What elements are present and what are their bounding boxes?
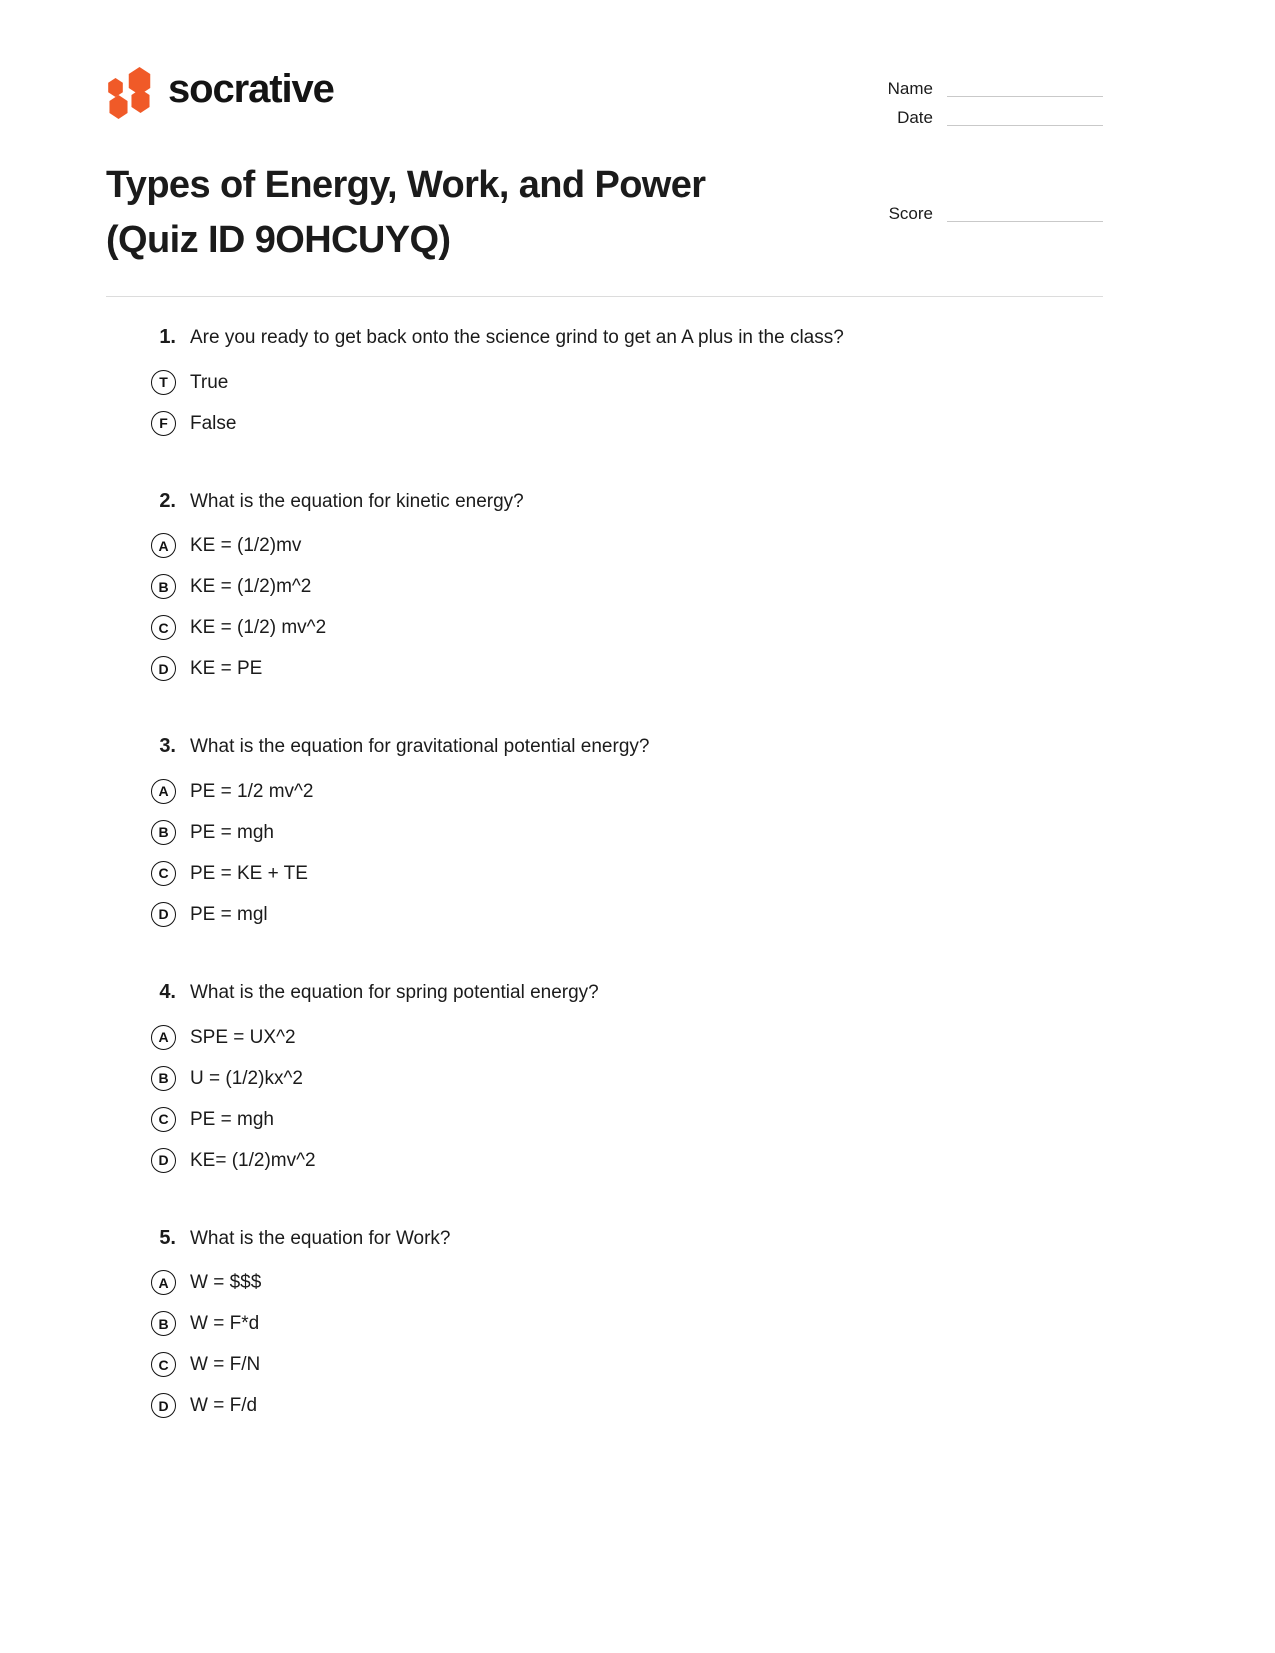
score-field-line[interactable] — [947, 220, 1103, 222]
question-block — [106, 980, 1103, 1181]
answer-option[interactable] — [106, 1140, 1103, 1181]
answer-option[interactable] — [106, 1385, 1103, 1426]
answer-option[interactable] — [106, 1099, 1103, 1140]
score-field-row — [853, 199, 1103, 228]
answer-bubble-icon[interactable]: A — [151, 1270, 176, 1295]
question-text: What is the equation for gravitational potential energy? — [190, 736, 650, 758]
question-block — [106, 325, 1103, 444]
answer-bubble-icon[interactable]: F — [151, 411, 176, 436]
answer-bubble-wrap — [106, 820, 190, 845]
answer-option-label: U = (1/2)kx^2 — [190, 1067, 303, 1089]
date-field-line[interactable] — [947, 124, 1103, 126]
answer-option-label: PE = 1/2 mv^2 — [190, 780, 314, 802]
question-number: 1. — [159, 326, 176, 348]
answer-bubble-icon[interactable]: B — [151, 574, 176, 599]
question-number: 5. — [159, 1226, 176, 1249]
answer-bubble-wrap — [106, 411, 190, 436]
answer-bubble-icon[interactable]: D — [151, 902, 176, 927]
answer-option[interactable] — [106, 853, 1103, 894]
answer-option-label: PE = mgh — [190, 821, 274, 843]
name-field-label: Name — [887, 79, 933, 98]
hexagon-bottom-left — [108, 95, 129, 119]
answer-option-label: KE = (1/2)mv — [190, 535, 302, 557]
answer-option[interactable] — [106, 566, 1103, 607]
page-title: Types of Energy, Work, and Power (Quiz ID 9OHCUYQ) — [106, 164, 706, 262]
date-field-label: Date — [897, 108, 933, 127]
answer-bubble-wrap — [106, 1393, 190, 1418]
answer-option[interactable] — [106, 1303, 1103, 1344]
answer-option[interactable] — [106, 403, 1103, 444]
answer-option[interactable] — [106, 1017, 1103, 1058]
answer-option[interactable] — [106, 771, 1103, 812]
answer-option-label: SPE = UX^2 — [190, 1026, 296, 1048]
hexagon-small-top-left — [107, 78, 124, 97]
answer-bubble-wrap — [106, 1270, 190, 1295]
answer-bubble-icon[interactable]: C — [151, 615, 176, 640]
answer-bubble-wrap — [106, 1107, 190, 1132]
question-block — [106, 734, 1103, 935]
question-block — [106, 1226, 1103, 1427]
answer-option-label: PE = KE + TE — [190, 862, 308, 884]
question-text: What is the equation for Work? — [190, 1227, 451, 1249]
answer-bubble-wrap — [106, 615, 190, 640]
date-field-row — [853, 103, 1103, 132]
hexagon-mid-right — [130, 89, 151, 113]
question-heading — [106, 489, 1103, 515]
answer-bubble-icon[interactable]: D — [151, 1393, 176, 1418]
question-heading — [106, 980, 1103, 1006]
answer-option-label: W = F/d — [190, 1395, 258, 1417]
answer-option-label: KE= (1/2)mv^2 — [190, 1149, 316, 1171]
student-info-fields — [853, 74, 1103, 228]
score-field-label: Score — [888, 204, 933, 223]
answer-option[interactable] — [106, 525, 1103, 566]
answer-bubble-icon[interactable]: T — [151, 370, 176, 395]
header-divider — [106, 296, 1103, 297]
answer-bubble-wrap — [106, 779, 190, 804]
answer-option-label: False — [190, 412, 237, 434]
answer-bubble-wrap — [106, 1352, 190, 1377]
answer-bubble-icon[interactable]: B — [151, 820, 176, 845]
answer-bubble-icon[interactable]: C — [151, 1352, 176, 1377]
name-field-line[interactable] — [947, 95, 1103, 97]
answer-option[interactable] — [106, 648, 1103, 689]
brand-wordmark: socrative — [168, 67, 334, 111]
question-block — [106, 489, 1103, 690]
answer-bubble-wrap — [106, 1066, 190, 1091]
question-number: 3. — [159, 735, 176, 758]
question-number: 2. — [159, 489, 176, 512]
answer-option-label: KE = PE — [190, 658, 263, 680]
question-text: What is the equation for spring potential energy? — [190, 981, 599, 1003]
question-number: 4. — [159, 980, 176, 1003]
answer-option-label: True — [190, 371, 229, 393]
answer-bubble-icon[interactable]: A — [151, 779, 176, 804]
answer-option-label: KE = (1/2)m^2 — [190, 576, 312, 598]
answer-bubble-wrap — [106, 656, 190, 681]
answer-bubble-wrap — [106, 533, 190, 558]
answer-bubble-wrap — [106, 902, 190, 927]
answer-option-label: W = $$$ — [190, 1272, 262, 1294]
answer-bubble-wrap — [106, 861, 190, 886]
answer-option-label: PE = mgl — [190, 903, 268, 925]
answer-option[interactable] — [106, 1344, 1103, 1385]
answer-option-label: KE = (1/2) mv^2 — [190, 617, 327, 639]
answer-bubble-icon[interactable]: B — [151, 1311, 176, 1336]
questions-list — [106, 325, 1103, 1426]
answer-bubble-icon[interactable]: D — [151, 656, 176, 681]
brand-logo — [106, 62, 334, 118]
answer-bubble-wrap — [106, 1025, 190, 1050]
answer-bubble-wrap — [106, 1311, 190, 1336]
answer-bubble-wrap — [106, 370, 190, 395]
answer-option[interactable] — [106, 1058, 1103, 1099]
answer-bubble-icon[interactable]: D — [151, 1148, 176, 1173]
answer-bubble-icon[interactable]: B — [151, 1066, 176, 1091]
name-field-row — [853, 74, 1103, 103]
answer-bubble-icon[interactable]: C — [151, 1107, 176, 1132]
answer-option-label: PE = mgh — [190, 1108, 274, 1130]
question-text: What is the equation for kinetic energy? — [190, 490, 524, 512]
socrative-hexagon-logo-icon — [106, 67, 156, 113]
question-text: Are you ready to get back onto the science grind to get an A plus in the class? — [190, 327, 844, 348]
question-heading — [106, 325, 1103, 351]
question-heading — [106, 734, 1103, 760]
answer-bubble-icon[interactable]: C — [151, 861, 176, 886]
page-header — [106, 62, 1103, 262]
answer-bubble-wrap — [106, 574, 190, 599]
answer-bubble-wrap — [106, 1148, 190, 1173]
question-heading — [106, 1226, 1103, 1252]
answer-bubble-icon[interactable]: A — [151, 1025, 176, 1050]
answer-option[interactable] — [106, 607, 1103, 648]
answer-option-label: W = F*d — [190, 1313, 260, 1335]
answer-option[interactable] — [106, 362, 1103, 403]
answer-bubble-icon[interactable]: A — [151, 533, 176, 558]
answer-option[interactable] — [106, 894, 1103, 935]
answer-option[interactable] — [106, 812, 1103, 853]
answer-option[interactable] — [106, 1262, 1103, 1303]
answer-option-label: W = F/N — [190, 1354, 261, 1376]
